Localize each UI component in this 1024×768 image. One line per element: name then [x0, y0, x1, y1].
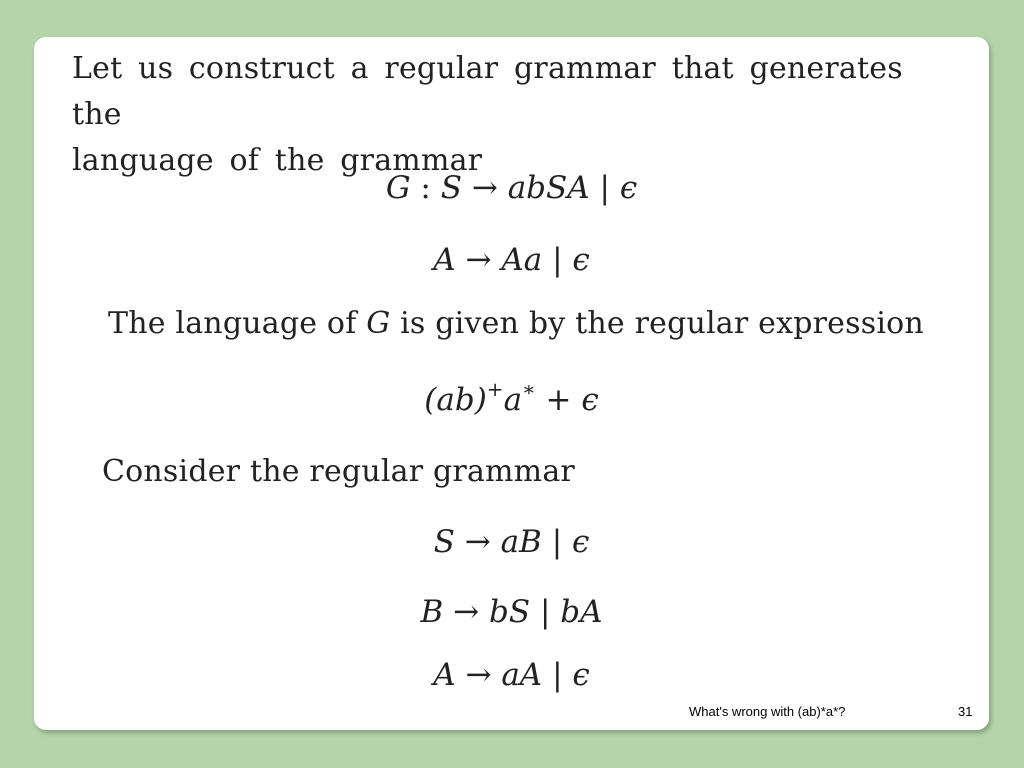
regular-grammar-rule-1 [34, 524, 989, 560]
rule2-rhs: Aa [501, 242, 543, 278]
regular-grammar-rule-3 [34, 657, 989, 693]
rg-rule2-lhs: B [420, 594, 444, 630]
regex-base: (ab) [424, 382, 487, 418]
footer-note: What's wrong with (ab)*a*? [689, 704, 846, 719]
regex-plus: + [535, 382, 582, 418]
arrow: → [471, 170, 498, 206]
colon: : [410, 170, 441, 206]
epsilon: ϵ [619, 170, 638, 206]
rule2-lhs: A [433, 242, 456, 278]
slide [34, 37, 989, 730]
regex-a: a [503, 382, 523, 418]
rg-rule1-rhs: aB [500, 524, 542, 560]
arrow: → [464, 524, 491, 560]
bar: | [551, 524, 563, 560]
bar: | [552, 657, 563, 693]
language-text [108, 301, 924, 347]
language-text-pre: The language of [108, 306, 367, 341]
regex-sup-star: ∗ [522, 377, 536, 401]
epsilon: ϵ [572, 657, 590, 693]
rg-rule3-lhs: A [433, 657, 456, 693]
regex-sup-plus: + [486, 377, 504, 401]
epsilon: ϵ [572, 524, 590, 560]
intro-paragraph [72, 46, 952, 184]
grammar-g-rule-1 [34, 170, 989, 206]
consider-text: Consider the regular grammar [102, 454, 575, 489]
rg-rule3-rhs: aA [501, 657, 543, 693]
bar: | [552, 242, 563, 278]
rule1-rhs: abSA [507, 170, 590, 206]
bar: | [599, 170, 610, 206]
arrow: → [453, 594, 480, 630]
arrow: → [465, 657, 492, 693]
regular-grammar-rule-2 [34, 594, 989, 630]
rule1-lhs: S [440, 170, 462, 206]
intro-line-1: Let us construct a regular grammar that generates the [72, 51, 903, 132]
language-text-g: G [366, 306, 391, 341]
epsilon: ϵ [581, 382, 599, 418]
intro-line-2: language of the grammar [72, 143, 483, 178]
language-text-post: is given by the regular expression [390, 306, 924, 341]
grammar-g-symbol: G [385, 170, 411, 206]
rg-rule2-rhs-2: bA [560, 594, 603, 630]
grammar-g-rule-2 [34, 242, 989, 278]
bar: | [539, 594, 551, 630]
arrow: → [465, 242, 492, 278]
page-number: 31 [958, 704, 973, 719]
regular-expression [34, 377, 989, 418]
rg-rule2-rhs-1: bS [488, 594, 531, 630]
epsilon: ϵ [572, 242, 590, 278]
rg-rule1-lhs: S [433, 524, 455, 560]
